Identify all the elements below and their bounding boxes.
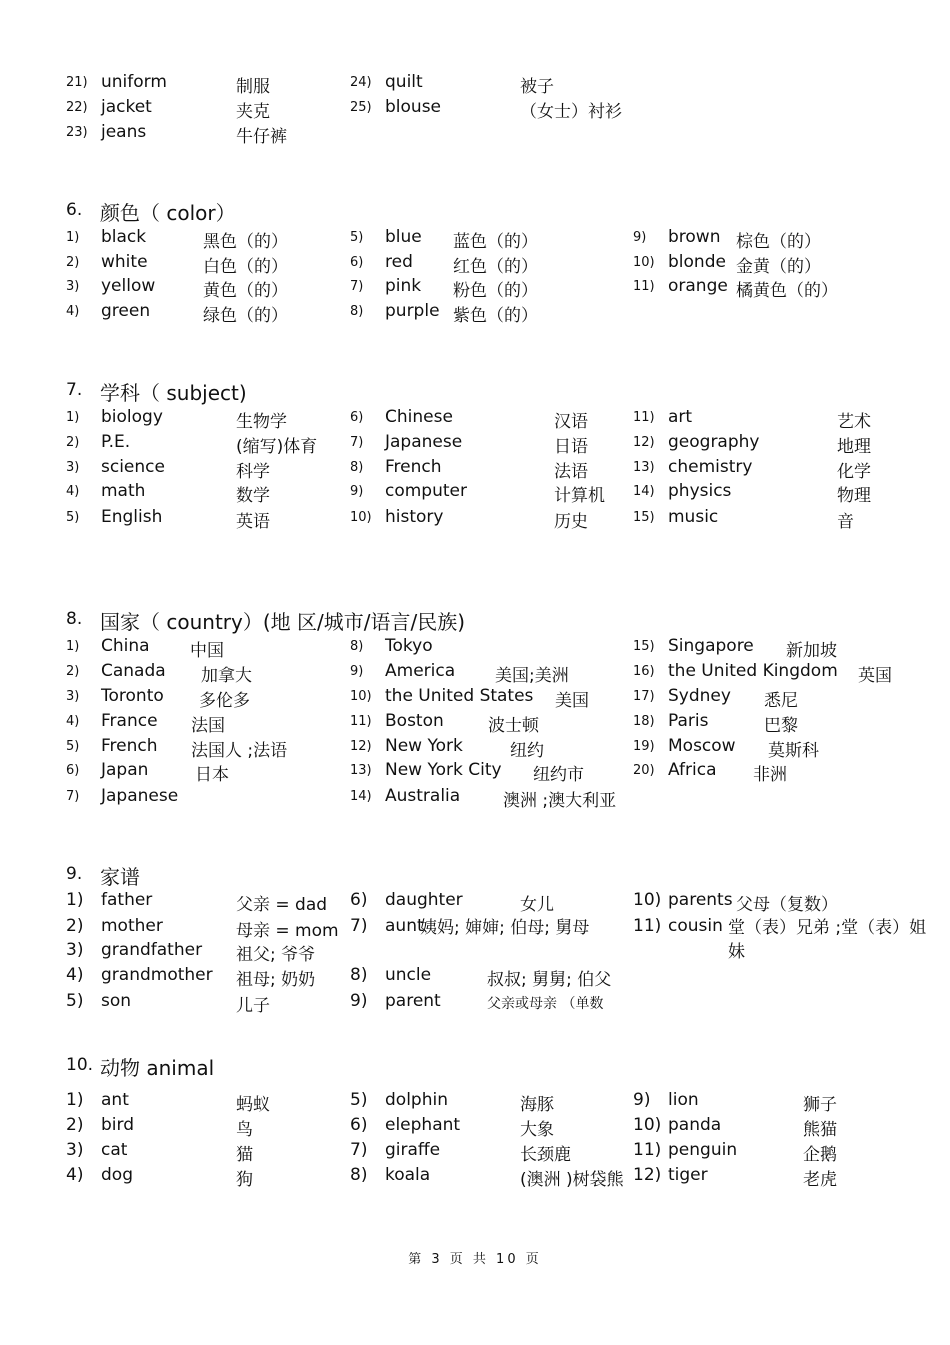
item-english: pink xyxy=(385,276,422,296)
section-title: 国家（ country）(地 区/城市/语言/民族) xyxy=(100,610,466,634)
item-number: 6) xyxy=(350,410,364,425)
item-number: 1) xyxy=(66,230,80,245)
item-chinese: 鸟 xyxy=(236,1120,253,1140)
item-number: 25) xyxy=(350,100,372,115)
item-chinese: 母亲 = mom xyxy=(236,921,339,941)
item-chinese: 新加坡 xyxy=(786,641,837,661)
item-number: 14) xyxy=(633,484,655,499)
item-chinese: 父亲 = dad xyxy=(236,895,328,915)
item-number: 20) xyxy=(633,763,655,778)
item-english: uniform xyxy=(101,72,167,92)
item-english: lion xyxy=(668,1090,699,1110)
item-number: 17) xyxy=(633,689,655,704)
item-number: 1) xyxy=(66,410,80,425)
item-chinese: 黄色（的） xyxy=(203,281,288,301)
section-title: 学科（ subject) xyxy=(100,381,247,405)
item-number: 8) xyxy=(350,965,368,985)
item-english: Toronto xyxy=(101,686,164,706)
item-english: aunt xyxy=(385,916,424,936)
item-chinese: 音 xyxy=(837,512,854,532)
item-number: 11) xyxy=(633,279,655,294)
item-english: geography xyxy=(668,432,760,452)
item-english: the United States xyxy=(385,686,534,706)
section-number: 8. xyxy=(66,609,83,629)
item-english: parent xyxy=(385,991,441,1011)
item-chinese: 英国 xyxy=(858,666,892,686)
item-number: 8) xyxy=(350,304,364,319)
item-english: Japanese xyxy=(385,432,463,452)
item-number: 3) xyxy=(66,279,80,294)
item-english: Australia xyxy=(385,786,461,806)
item-chinese: 莫斯科 xyxy=(768,741,819,761)
item-chinese: 化学 xyxy=(837,462,871,482)
item-chinese: 物理 xyxy=(837,486,871,506)
item-number: 14) xyxy=(350,789,372,804)
item-number: 9) xyxy=(350,664,364,679)
item-chinese: 堂（表）兄弟 ;堂（表）姐妹 xyxy=(728,918,927,962)
item-chinese: 长颈鹿 xyxy=(520,1145,571,1165)
item-chinese: 猫 xyxy=(236,1145,253,1165)
item-english: dog xyxy=(101,1165,133,1185)
item-number: 8) xyxy=(350,639,364,654)
item-number: 9) xyxy=(350,991,368,1011)
section-number: 6. xyxy=(66,200,83,220)
item-number: 1) xyxy=(66,1090,84,1110)
item-number: 23) xyxy=(66,125,88,140)
item-number: 8) xyxy=(350,1165,368,1185)
item-chinese: 蓝色（的） xyxy=(453,232,538,252)
item-chinese: 多伦多 xyxy=(199,691,250,711)
item-number: 4) xyxy=(66,714,80,729)
item-number: 7) xyxy=(350,1140,368,1160)
item-english: New York xyxy=(385,736,463,756)
item-chinese: 地理 xyxy=(837,437,871,457)
item-english: Japanese xyxy=(101,786,179,806)
item-chinese: 牛仔裤 xyxy=(236,127,287,147)
item-number: 3) xyxy=(66,940,84,960)
item-chinese: 祖父; 爷爷 xyxy=(236,945,316,965)
item-number: 12) xyxy=(633,435,655,450)
item-number: 5) xyxy=(66,510,80,525)
item-number: 4) xyxy=(66,965,84,985)
item-chinese: 大象 xyxy=(520,1120,554,1140)
item-english: brown xyxy=(668,227,721,247)
item-number: 11) xyxy=(633,410,655,425)
section-number: 9. xyxy=(66,864,83,884)
item-english: blonde xyxy=(668,252,726,272)
item-english: orange xyxy=(668,276,728,296)
item-number: 3) xyxy=(66,689,80,704)
item-number: 6) xyxy=(350,255,364,270)
item-english: blouse xyxy=(385,97,442,117)
item-english: Canada xyxy=(101,661,166,681)
item-chinese: 父母（复数） xyxy=(736,895,838,915)
item-english: jacket xyxy=(101,97,152,117)
item-number: 7) xyxy=(350,916,368,936)
item-chinese: 计算机 xyxy=(554,486,605,506)
item-english: cousin xyxy=(668,916,723,936)
item-number: 2) xyxy=(66,1115,84,1135)
item-number: 10) xyxy=(633,255,655,270)
item-english: ant xyxy=(101,1090,129,1110)
item-chinese: 汉语 xyxy=(554,412,588,432)
item-english: black xyxy=(101,227,147,247)
item-number: 7) xyxy=(350,435,364,450)
item-number: 2) xyxy=(66,916,84,936)
item-english: quilt xyxy=(385,72,423,92)
item-english: Japan xyxy=(101,760,149,780)
item-english: French xyxy=(385,457,442,477)
item-english: bird xyxy=(101,1115,134,1135)
item-english: giraffe xyxy=(385,1140,441,1160)
item-english: Moscow xyxy=(668,736,736,756)
item-number: 21) xyxy=(66,75,88,90)
item-chinese: 波士顿 xyxy=(488,716,539,736)
item-number: 13) xyxy=(633,460,655,475)
item-english: France xyxy=(101,711,158,731)
item-number: 6) xyxy=(350,890,368,910)
item-chinese: 夹克 xyxy=(236,102,270,122)
item-number: 5) xyxy=(66,991,84,1011)
item-chinese: 英语 xyxy=(236,512,270,532)
item-number: 9) xyxy=(633,230,647,245)
item-english: Tokyo xyxy=(385,636,433,656)
section-number: 10. xyxy=(66,1055,94,1075)
item-chinese: (澳洲 )树袋熊 xyxy=(520,1170,624,1190)
item-number: 2) xyxy=(66,435,80,450)
item-number: 4) xyxy=(66,484,80,499)
item-chinese: 澳洲 ;澳大利亚 xyxy=(503,791,617,811)
item-english: America xyxy=(385,661,456,681)
item-chinese: 老虎 xyxy=(803,1170,837,1190)
item-number: 10) xyxy=(633,1115,662,1135)
item-number: 7) xyxy=(66,789,80,804)
item-number: 11) xyxy=(633,916,662,936)
item-number: 10) xyxy=(633,890,662,910)
item-chinese: 金黄（的） xyxy=(736,257,821,277)
item-english: Africa xyxy=(668,760,717,780)
section-number: 7. xyxy=(66,380,83,400)
item-chinese: 中国 xyxy=(190,641,224,661)
item-chinese: 日语 xyxy=(554,437,588,457)
item-number: 9) xyxy=(350,484,364,499)
item-number: 1) xyxy=(66,890,84,910)
item-english: science xyxy=(101,457,165,477)
item-number: 10) xyxy=(350,510,372,525)
item-english: blue xyxy=(385,227,422,247)
section-title: 颜色（ color） xyxy=(100,201,236,225)
item-english: grandfather xyxy=(101,940,203,960)
item-chinese: 法语 xyxy=(554,462,588,482)
item-chinese: 红色（的） xyxy=(453,257,538,277)
item-number: 5) xyxy=(66,739,80,754)
item-number: 6) xyxy=(66,763,80,778)
item-english: Singapore xyxy=(668,636,754,656)
item-chinese: 非洲 xyxy=(753,765,787,785)
item-english: grandmother xyxy=(101,965,213,985)
item-chinese: 黑色（的） xyxy=(203,232,288,252)
page-footer: 第 3 页 共 10 页 xyxy=(408,1252,542,1267)
item-number: 24) xyxy=(350,75,372,90)
item-english: elephant xyxy=(385,1115,461,1135)
item-number: 4) xyxy=(66,1165,84,1185)
item-english: son xyxy=(101,991,132,1011)
item-chinese: 祖母; 奶奶 xyxy=(236,970,316,990)
item-chinese: 科学 xyxy=(236,462,270,482)
section-title: 动物 animal xyxy=(100,1056,215,1080)
item-number: 4) xyxy=(66,304,80,319)
item-english: P.E. xyxy=(101,432,131,452)
item-english: purple xyxy=(385,301,440,321)
item-chinese: 紫色（的） xyxy=(453,306,538,326)
item-english: green xyxy=(101,301,151,321)
section-title: 家谱 xyxy=(100,865,140,889)
item-chinese: 数学 xyxy=(236,486,270,506)
item-number: 15) xyxy=(633,639,655,654)
item-chinese: （女士）衬衫 xyxy=(520,102,622,122)
item-chinese: 制服 xyxy=(236,77,270,97)
item-chinese: 儿子 xyxy=(236,996,270,1016)
item-chinese: 加拿大 xyxy=(201,666,252,686)
item-english: Boston xyxy=(385,711,444,731)
item-english: music xyxy=(668,507,719,527)
item-chinese: 悉尼 xyxy=(764,691,798,711)
item-number: 13) xyxy=(350,763,372,778)
item-english: tiger xyxy=(668,1165,708,1185)
item-number: 18) xyxy=(633,714,655,729)
item-chinese: 艺术 xyxy=(837,412,871,432)
item-english: dolphin xyxy=(385,1090,448,1110)
item-english: English xyxy=(101,507,163,527)
item-chinese: 狗 xyxy=(236,1170,253,1190)
item-english: biology xyxy=(101,407,163,427)
item-chinese: 企鹅 xyxy=(803,1145,837,1165)
item-english: koala xyxy=(385,1165,431,1185)
item-chinese: 巴黎 xyxy=(764,716,798,736)
item-number: 7) xyxy=(350,279,364,294)
item-english: cat xyxy=(101,1140,128,1160)
item-chinese: 被子 xyxy=(520,77,554,97)
item-chinese: 白色（的） xyxy=(203,257,288,277)
item-chinese: 日本 xyxy=(195,765,229,785)
item-chinese: 女儿 xyxy=(520,895,554,915)
item-number: 6) xyxy=(350,1115,368,1135)
item-english: Sydney xyxy=(668,686,731,706)
item-english: computer xyxy=(385,481,467,501)
item-english: uncle xyxy=(385,965,432,985)
item-english: math xyxy=(101,481,146,501)
item-english: Paris xyxy=(668,711,709,731)
item-number: 16) xyxy=(633,664,655,679)
item-number: 8) xyxy=(350,460,364,475)
item-english: panda xyxy=(668,1115,722,1135)
item-english: father xyxy=(101,890,153,910)
item-english: New York City xyxy=(385,760,502,780)
item-number: 12) xyxy=(633,1165,662,1185)
item-english: chemistry xyxy=(668,457,753,477)
item-english: mother xyxy=(101,916,163,936)
item-english: China xyxy=(101,636,150,656)
item-english: physics xyxy=(668,481,732,501)
item-number: 22) xyxy=(66,100,88,115)
item-chinese: 法国人 ;法语 xyxy=(191,741,288,761)
item-chinese: 粉色（的） xyxy=(453,281,538,301)
item-english: Chinese xyxy=(385,407,453,427)
item-english: penguin xyxy=(668,1140,738,1160)
item-english: the United Kingdom xyxy=(668,661,838,681)
item-chinese: 海豚 xyxy=(520,1095,554,1115)
item-number: 19) xyxy=(633,739,655,754)
item-english: white xyxy=(101,252,148,272)
item-chinese: 蚂蚁 xyxy=(236,1095,270,1115)
item-chinese: 狮子 xyxy=(803,1095,837,1115)
item-english: history xyxy=(385,507,444,527)
item-number: 10) xyxy=(350,689,372,704)
item-chinese: 纽约市 xyxy=(533,765,584,785)
item-chinese: 棕色（的） xyxy=(736,232,821,252)
item-english: yellow xyxy=(101,276,156,296)
item-number: 15) xyxy=(633,510,655,525)
item-number: 12) xyxy=(350,739,372,754)
item-chinese: 叔叔; 舅舅; 伯父 xyxy=(487,970,612,990)
item-english: jeans xyxy=(101,122,147,142)
item-chinese: 绿色（的） xyxy=(203,306,288,326)
item-chinese: 父亲或母亲 （单数 xyxy=(487,996,604,1012)
item-number: 1) xyxy=(66,639,80,654)
item-chinese: 生物学 xyxy=(236,412,287,432)
item-chinese: 熊猫 xyxy=(803,1120,837,1140)
item-chinese: 姨妈; 婶婶; 伯母; 舅母 xyxy=(420,918,590,938)
item-chinese: 橘黄色（的） xyxy=(736,281,838,301)
item-english: daughter xyxy=(385,890,463,910)
item-number: 11) xyxy=(350,714,372,729)
item-number: 3) xyxy=(66,1140,84,1160)
item-number: 2) xyxy=(66,255,80,270)
item-english: art xyxy=(668,407,693,427)
item-chinese: 美国;美洲 xyxy=(495,666,569,686)
item-chinese: 法国 xyxy=(191,716,225,736)
item-number: 5) xyxy=(350,1090,368,1110)
item-number: 2) xyxy=(66,664,80,679)
item-english: parents xyxy=(668,890,733,910)
item-chinese: 历史 xyxy=(554,512,588,532)
item-number: 9) xyxy=(633,1090,651,1110)
item-english: French xyxy=(101,736,158,756)
item-chinese: (缩写)体育 xyxy=(236,437,318,457)
item-english: red xyxy=(385,252,413,272)
item-number: 3) xyxy=(66,460,80,475)
item-chinese: 纽约 xyxy=(510,741,544,761)
item-chinese: 美国 xyxy=(555,691,589,711)
item-number: 5) xyxy=(350,230,364,245)
item-number: 11) xyxy=(633,1140,662,1160)
